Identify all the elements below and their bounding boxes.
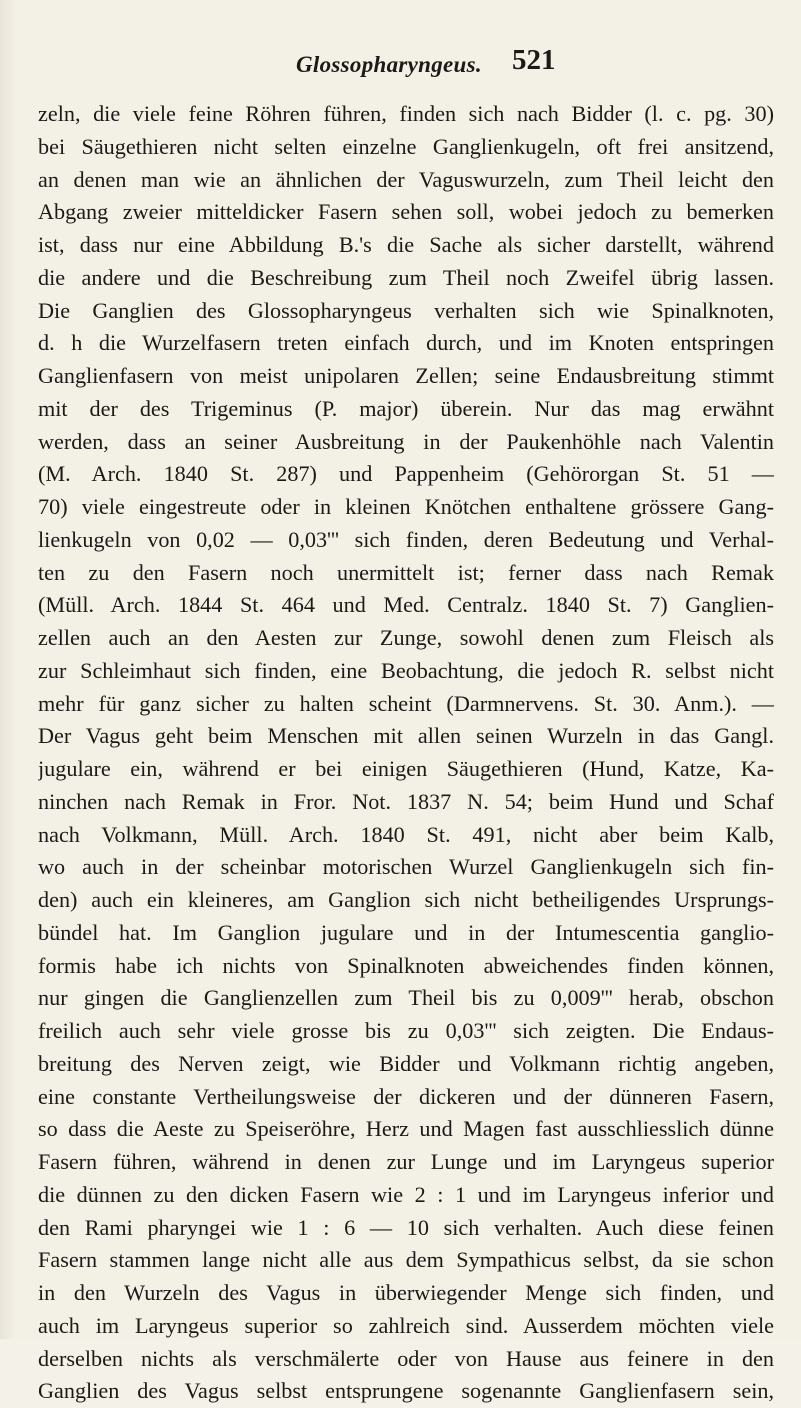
text-line: (Müll. Arch. 1844 St. 464 und Med. Centralz. 1840 St. 7) Ganglien- xyxy=(38,592,774,618)
text-line: ist, dass nur eine Abbildung B.'s die Sache als sicher darstellt, während xyxy=(38,232,774,257)
page-gutter-shadow xyxy=(0,0,16,1339)
text-line: mehr für ganz sicher zu halten scheint (Darmnervens. St. 30. Anm.). — xyxy=(38,690,774,716)
text-line: Abgang zweier mitteldicker Fasern sehen soll, wobei jedoch zu bemerken xyxy=(38,199,774,225)
text-line: breitung des Nerven zeigt, wie Bidder und Volkmann richtig angeben, xyxy=(38,1050,774,1076)
text-line: bei Säugethieren nicht selten einzelne Ganglienkugeln, oft frei ansitzend, xyxy=(38,133,774,159)
text-line: Fasern führen, während in denen zur Lunge und im Laryngeus superior xyxy=(38,1149,774,1174)
text-line: zur Schleimhaut sich finden, eine Beobachtung, die jedoch R. selbst nicht xyxy=(38,657,774,683)
text-line: Ganglienfasern von meist unipolaren Zellen; seine Endausbreitung stimmt xyxy=(38,363,774,388)
text-line: den) auch ein kleineres, am Ganglion sich nicht betheiligendes Ursprungs- xyxy=(38,887,774,912)
text-line: werden, dass an seiner Ausbreitung in der Paukenhöhle nach Valentin xyxy=(38,428,774,454)
text-line: bündel hat. Im Ganglion jugulare und in der Intumescentia ganglio- xyxy=(38,919,774,945)
text-line: d. h die Wurzelfasern treten einfach durch, und im Knoten entspringen xyxy=(38,330,774,356)
text-line: die andere und die Beschreibung zum Theil noch Zweifel übrig lassen. xyxy=(38,264,774,290)
text-line: Fasern stammen lange nicht alle aus dem Sympathicus selbst, da sie schon xyxy=(38,1247,774,1273)
text-line: ten zu den Fasern noch unermittelt ist; ferner dass nach Remak xyxy=(38,559,774,585)
text-line: wo auch in der scheinbar motorischen Wurzel Ganglienkugeln sich fin- xyxy=(38,854,774,880)
text-line: nur gingen die Ganglienzellen zum Theil bis zu 0,009''' herab, obschon xyxy=(38,985,774,1011)
text-line: 70) viele eingestreute oder in kleinen Knötchen enthaltene grössere Gang- xyxy=(38,494,774,519)
text-line: (M. Arch. 1840 St. 287) und Pappenheim (Gehörorgan St. 51 — xyxy=(38,461,774,487)
text-line: Die Ganglien des Glossopharyngeus verhalten sich wie Spinalknoten, xyxy=(38,297,774,323)
text-line: jugulare ein, während er bei einigen Säugethieren (Hund, Katze, Ka- xyxy=(38,756,774,781)
text-line: derselben nichts als verschmälerte oder von Hause aus feinere in den xyxy=(38,1345,774,1371)
text-line: ninchen nach Remak in Fror. Not. 1837 N. 54; beim Hund und Schaf xyxy=(38,788,774,814)
text-line: nach Volkmann, Müll. Arch. 1840 St. 491, nicht aber beim Kalb, xyxy=(38,821,774,847)
page-header xyxy=(0,32,801,82)
text-line: mit der des Trigeminus (P. major) überein. Nur das mag erwähnt xyxy=(38,395,774,421)
text-line: lienkugeln von 0,02 — 0,03''' sich finden, deren Bedeutung und Verhal- xyxy=(38,526,774,552)
text-line: zellen auch an den Aesten zur Zunge, sowohl denen zum Fleisch als xyxy=(38,625,774,650)
text-line: eine constante Vertheilungsweise der dickeren und der dünneren Fasern, xyxy=(38,1083,774,1109)
page-number: 521 xyxy=(512,44,556,76)
text-line: die dünnen zu den dicken Fasern wie 2 : 1 und im Laryngeus inferior und xyxy=(38,1181,774,1207)
text-line: in den Wurzeln des Vagus in überwiegender Menge sich finden, und xyxy=(38,1280,774,1305)
text-line: Ganglien des Vagus selbst entsprungene sogenannte Ganglienfasern sein, xyxy=(38,1378,774,1404)
text-line: an denen man wie an ähnlichen der Vaguswurzeln, zum Theil leicht den xyxy=(38,166,774,192)
text-line: den Rami pharyngei wie 1 : 6 — 10 sich verhalten. Auch diese feinen xyxy=(38,1214,774,1240)
text-line: auch im Laryngeus superior so zahlreich sind. Ausserdem möchten viele xyxy=(38,1312,774,1338)
text-line: zeln, die viele feine Röhren führen, finden sich nach Bidder (l. c. pg. 30) xyxy=(38,101,774,126)
running-title: Glossopharyngeus. xyxy=(296,52,482,77)
body-text xyxy=(38,98,774,1408)
text-line: freilich auch sehr viele grosse bis zu 0,03''' sich zeigten. Die Endaus- xyxy=(38,1018,774,1043)
text-line: formis habe ich nichts von Spinalknoten abweichendes finden können, xyxy=(38,952,774,978)
text-line: Der Vagus geht beim Menschen mit allen seinen Wurzeln in das Gangl. xyxy=(38,723,774,749)
text-line: so dass die Aeste zu Speiseröhre, Herz und Magen fast ausschliesslich dünne xyxy=(38,1116,774,1142)
